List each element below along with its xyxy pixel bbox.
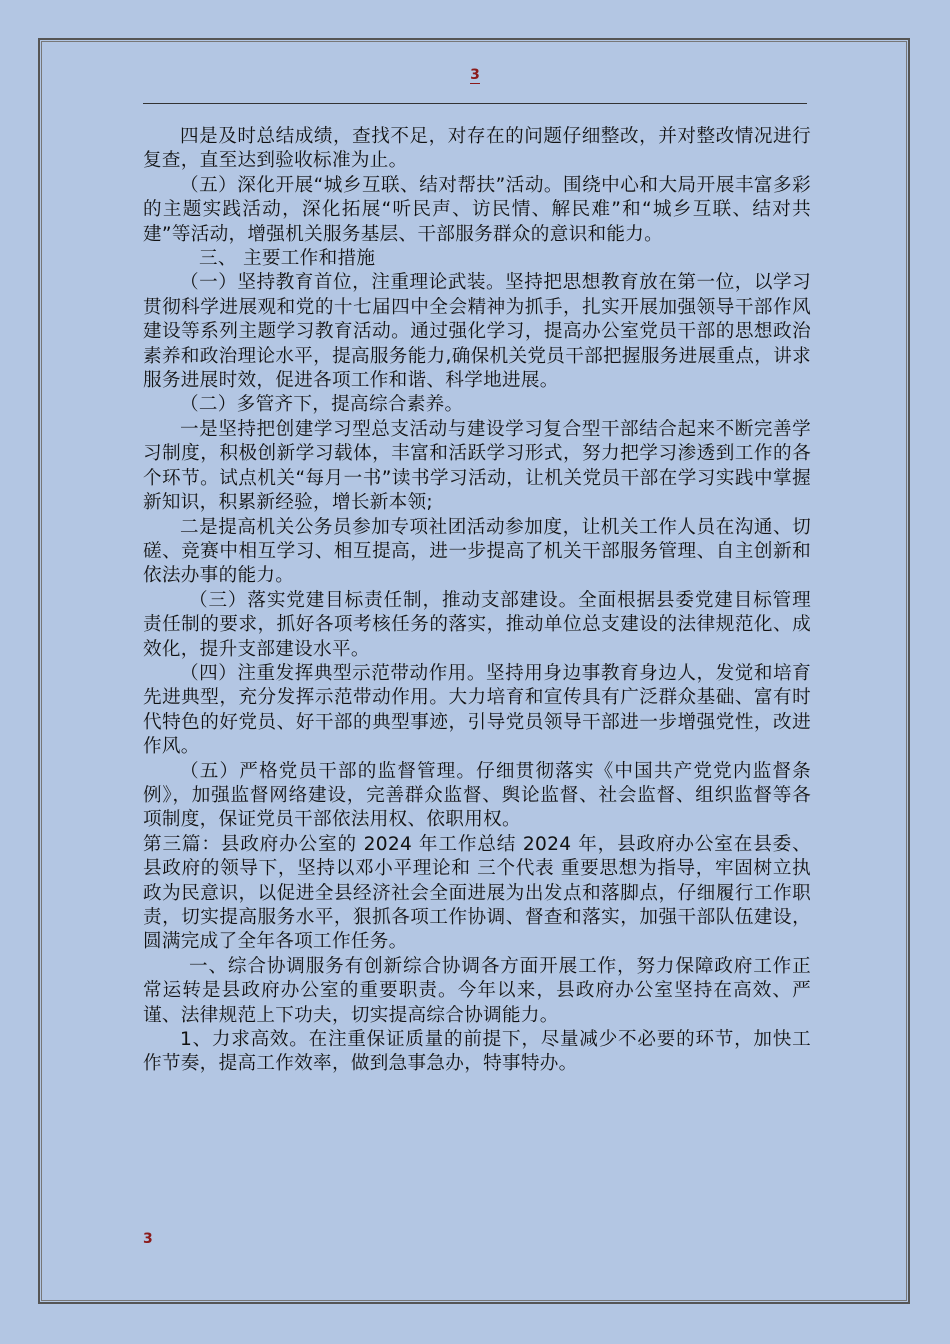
paragraph: 四是及时总结成绩，查找不足，对存在的问题仔细整改，并对整改情况进行复查，直至达到验收标准为止。: [143, 126, 811, 172]
paragraph: 第三篇：县政府办公室的 2024 年工作总结 2024 年，县政府办公室在县委、县政府的领导下，坚持以邓小平理论和 三个代表 重要思想为指导，牢固树立执政为民意识，以促进全县经济社会全面进展为出发点和落脚点，仔细履行工作职责，切实提高服务水平，狠抓各项工作协调、督查和落实，加强干部队伍建设，圆满完成了全年各项工作任务。: [143, 833, 811, 953]
paragraph: 一、综合协调服务有创新综合协调各方面开展工作，努力保障政府工作正常运转是县政府办公室的重要职责。今年以来，县政府办公室坚持在高效、严谨、法律规范上下功夫，切实提高综合协调能力。: [143, 955, 811, 1026]
header-page-number-text: 3: [470, 67, 480, 83]
paragraph: （三）落实党建目标责任制，推动支部建设。全面根据县委党建目标管理责任制的要求，抓好各项考核任务的落实，推动单位总支建设的法律规范化、成效化，提升支部建设水平。: [143, 589, 811, 660]
footer-page-number: 3: [143, 1231, 153, 1247]
paragraph: （一）坚持教育首位，注重理论武装。坚持把思想教育放在第一位，以学习贯彻科学进展观和党的十七届四中全会精神为抓手，扎实开展加强领导干部作风建设等系列主题学习教育活动。通过强化学习，提高办公室党员干部的思想政治素养和政治理论水平，提高服务能力,确保机关党员干部把握服务进展重点，讲求服务进展时效，促进各项工作和谐、科学地进展。: [143, 272, 811, 392]
header-divider: [143, 103, 807, 104]
paragraph: 一是坚持把创建学习型总支活动与建设学习复合型干部结合起来不断完善学习制度，积极创新学习载体，丰富和活跃学习形式，努力把学习渗透到工作的各个环节。试点机关“每月一书”读书学习活动，让机关党员干部在学习实践中掌握新知识，积累新经验，增长新本领;: [143, 418, 811, 514]
paragraph: （二）多管齐下，提高综合素养。: [180, 394, 464, 416]
header-page-number: [0, 66, 950, 84]
section-heading: 三、 主要工作和措施: [199, 248, 376, 270]
paragraph: （四）注重发挥典型示范带动作用。坚持用身边事教育身边人，发觉和培育先进典型，充分发挥示范带动作用。大力培育和宣传具有广泛群众基础、富有时代特色的好党员、好干部的典型事迹，引导党员领导干部进一步增强党性，改进作风。: [143, 662, 811, 758]
paragraph: （五）深化开展“城乡互联、结对帮扶”活动。围绕中心和大局开展丰富多彩的主题实践活动，深化拓展“听民声、访民情、解民难”和“城乡互联、结对共建”等活动，增强机关服务基层、干部服务群众的意识和能力。: [143, 174, 811, 245]
paragraph: 二是提高机关公务员参加专项社团活动参加度，让机关工作人员在沟通、切磋、竞赛中相互学习、相互提高，进一步提高了机关干部服务管理、自主创新和依法办事的能力。: [143, 516, 811, 587]
document-body: [143, 125, 811, 1077]
paragraph: （五）严格党员干部的监督管理。仔细贯彻落实《中国共产党党内监督条例》，加强监督网络建设，完善群众监督、舆论监督、社会监督、组织监督等各项制度，保证党员干部依法用权、依职用权。: [143, 760, 811, 831]
paragraph: 1、力求高效。在注重保证质量的前提下，尽量减少不必要的环节，加快工作节奏，提高工作效率，做到急事急办，特事特办。: [143, 1029, 811, 1075]
